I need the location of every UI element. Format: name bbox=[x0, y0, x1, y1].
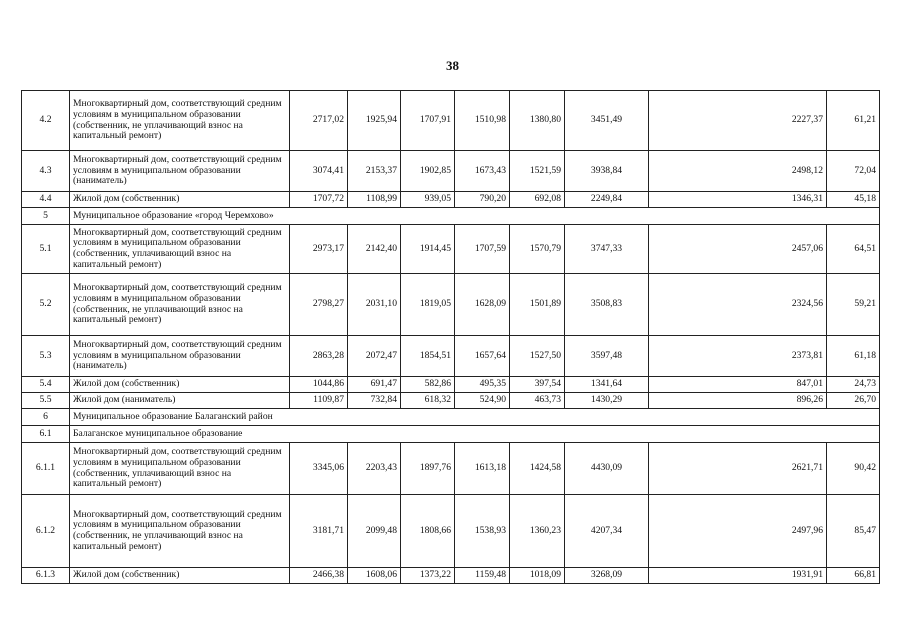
value-cell-7: 2227,37 bbox=[649, 91, 827, 151]
section-row bbox=[22, 409, 880, 426]
row-description: Многоквартирный дом, соответствующий средним условиям в муниципальном образовании (наниматель) bbox=[70, 336, 290, 377]
row-number: 6 bbox=[22, 409, 70, 426]
value-cell-7: 2373,81 bbox=[649, 336, 827, 377]
value-cell-3: 1373,22 bbox=[401, 568, 455, 584]
value-cell-6: 4430,09 bbox=[565, 443, 649, 495]
value-cell-1: 2973,17 bbox=[290, 225, 348, 274]
value-cell-7: 896,26 bbox=[649, 393, 827, 409]
row-number: 6.1.1 bbox=[22, 443, 70, 495]
value-cell-5: 1424,58 bbox=[510, 443, 565, 495]
value-cell-4: 1538,93 bbox=[455, 495, 510, 568]
tariff-table bbox=[21, 90, 880, 584]
value-cell-8: 66,81 bbox=[827, 568, 880, 584]
value-cell-3: 1854,51 bbox=[401, 336, 455, 377]
value-cell-8: 61,21 bbox=[827, 91, 880, 151]
table-row bbox=[22, 225, 880, 274]
value-cell-8: 85,47 bbox=[827, 495, 880, 568]
value-cell-4: 1628,09 bbox=[455, 274, 510, 336]
value-cell-3: 1914,45 bbox=[401, 225, 455, 274]
value-cell-2: 1925,94 bbox=[348, 91, 401, 151]
row-number: 6.1 bbox=[22, 426, 70, 443]
row-description: Многоквартирный дом, соответствующий средним условиям в муниципальном образовании (собственник, не уплачивающий взнос на капитальный ремонт) bbox=[70, 91, 290, 151]
value-cell-7: 2457,06 bbox=[649, 225, 827, 274]
value-cell-5: 1570,79 bbox=[510, 225, 565, 274]
value-cell-2: 2031,10 bbox=[348, 274, 401, 336]
value-cell-8: 45,18 bbox=[827, 192, 880, 208]
value-cell-6: 3938,84 bbox=[565, 151, 649, 192]
table-row bbox=[22, 393, 880, 409]
value-cell-5: 1501,89 bbox=[510, 274, 565, 336]
value-cell-6: 3747,33 bbox=[565, 225, 649, 274]
value-cell-6: 4207,34 bbox=[565, 495, 649, 568]
row-description: Многоквартирный дом, соответствующий средним условиям в муниципальном образовании (собственник, уплачивающий взнос на капитальный ремонт) bbox=[70, 225, 290, 274]
value-cell-7: 1346,31 bbox=[649, 192, 827, 208]
value-cell-3: 582,86 bbox=[401, 377, 455, 393]
value-cell-1: 3181,71 bbox=[290, 495, 348, 568]
value-cell-8: 59,21 bbox=[827, 274, 880, 336]
value-cell-2: 2072,47 bbox=[348, 336, 401, 377]
value-cell-8: 72,04 bbox=[827, 151, 880, 192]
row-description: Многоквартирный дом, соответствующий средним условиям в муниципальном образовании (наниматель) bbox=[70, 151, 290, 192]
value-cell-4: 790,20 bbox=[455, 192, 510, 208]
value-cell-2: 2099,48 bbox=[348, 495, 401, 568]
value-cell-6: 2249,84 bbox=[565, 192, 649, 208]
value-cell-6: 3451,49 bbox=[565, 91, 649, 151]
value-cell-7: 1931,91 bbox=[649, 568, 827, 584]
value-cell-4: 1159,48 bbox=[455, 568, 510, 584]
value-cell-4: 1673,43 bbox=[455, 151, 510, 192]
table-row bbox=[22, 151, 880, 192]
value-cell-7: 847,01 bbox=[649, 377, 827, 393]
value-cell-4: 524,90 bbox=[455, 393, 510, 409]
value-cell-3: 1819,05 bbox=[401, 274, 455, 336]
table-row bbox=[22, 495, 880, 568]
value-cell-5: 1527,50 bbox=[510, 336, 565, 377]
value-cell-5: 1360,23 bbox=[510, 495, 565, 568]
value-cell-2: 2153,37 bbox=[348, 151, 401, 192]
value-cell-2: 2203,43 bbox=[348, 443, 401, 495]
row-number: 5.1 bbox=[22, 225, 70, 274]
row-description: Жилой дом (собственник) bbox=[70, 568, 290, 584]
row-number: 4.2 bbox=[22, 91, 70, 151]
value-cell-2: 732,84 bbox=[348, 393, 401, 409]
row-number: 5.5 bbox=[22, 393, 70, 409]
value-cell-1: 1044,86 bbox=[290, 377, 348, 393]
value-cell-6: 1341,64 bbox=[565, 377, 649, 393]
value-cell-6: 3597,48 bbox=[565, 336, 649, 377]
value-cell-8: 61,18 bbox=[827, 336, 880, 377]
value-cell-3: 1808,66 bbox=[401, 495, 455, 568]
value-cell-2: 1108,99 bbox=[348, 192, 401, 208]
row-number: 5.4 bbox=[22, 377, 70, 393]
value-cell-4: 1657,64 bbox=[455, 336, 510, 377]
value-cell-1: 2863,28 bbox=[290, 336, 348, 377]
value-cell-2: 691,47 bbox=[348, 377, 401, 393]
value-cell-3: 1897,76 bbox=[401, 443, 455, 495]
value-cell-4: 495,35 bbox=[455, 377, 510, 393]
value-cell-8: 26,70 bbox=[827, 393, 880, 409]
row-description: Жилой дом (наниматель) bbox=[70, 393, 290, 409]
section-title: Муниципальное образование «город Черемхово» bbox=[70, 208, 880, 225]
row-description: Жилой дом (собственник) bbox=[70, 377, 290, 393]
row-number: 5.2 bbox=[22, 274, 70, 336]
value-cell-8: 90,42 bbox=[827, 443, 880, 495]
value-cell-5: 1018,09 bbox=[510, 568, 565, 584]
table-row bbox=[22, 377, 880, 393]
value-cell-4: 1613,18 bbox=[455, 443, 510, 495]
value-cell-1: 3074,41 bbox=[290, 151, 348, 192]
table-row bbox=[22, 568, 880, 584]
row-number: 4.3 bbox=[22, 151, 70, 192]
table-row bbox=[22, 192, 880, 208]
value-cell-5: 1521,59 bbox=[510, 151, 565, 192]
value-cell-5: 692,08 bbox=[510, 192, 565, 208]
value-cell-5: 397,54 bbox=[510, 377, 565, 393]
value-cell-6: 3268,09 bbox=[565, 568, 649, 584]
value-cell-1: 2717,02 bbox=[290, 91, 348, 151]
value-cell-7: 2324,56 bbox=[649, 274, 827, 336]
row-description: Многоквартирный дом, соответствующий средним условиям в муниципальном образовании (собственник, уплачивающий взнос на капитальный ремонт) bbox=[70, 443, 290, 495]
row-description: Многоквартирный дом, соответствующий средним условиям в муниципальном образовании (собственник, не уплачивающий взнос на капитальный ремонт) bbox=[70, 495, 290, 568]
value-cell-8: 64,51 bbox=[827, 225, 880, 274]
value-cell-1: 1707,72 bbox=[290, 192, 348, 208]
value-cell-7: 2497,96 bbox=[649, 495, 827, 568]
value-cell-3: 1902,85 bbox=[401, 151, 455, 192]
page-number: 38 bbox=[446, 58, 459, 73]
value-cell-6: 3508,83 bbox=[565, 274, 649, 336]
table-row bbox=[22, 274, 880, 336]
table-row bbox=[22, 443, 880, 495]
value-cell-3: 1707,91 bbox=[401, 91, 455, 151]
row-number: 5 bbox=[22, 208, 70, 225]
value-cell-5: 1380,80 bbox=[510, 91, 565, 151]
value-cell-1: 2798,27 bbox=[290, 274, 348, 336]
row-description: Многоквартирный дом, соответствующий средним условиям в муниципальном образовании (собственник, не уплачивающий взнос на капитальный ремонт) bbox=[70, 274, 290, 336]
value-cell-8: 24,73 bbox=[827, 377, 880, 393]
value-cell-1: 3345,06 bbox=[290, 443, 348, 495]
section-row bbox=[22, 426, 880, 443]
value-cell-6: 1430,29 bbox=[565, 393, 649, 409]
value-cell-1: 2466,38 bbox=[290, 568, 348, 584]
row-number: 6.1.3 bbox=[22, 568, 70, 584]
value-cell-4: 1707,59 bbox=[455, 225, 510, 274]
row-number: 4.4 bbox=[22, 192, 70, 208]
section-title: Муниципальное образование Балаганский район bbox=[70, 409, 880, 426]
value-cell-2: 1608,06 bbox=[348, 568, 401, 584]
section-row bbox=[22, 208, 880, 225]
value-cell-7: 2621,71 bbox=[649, 443, 827, 495]
value-cell-3: 618,32 bbox=[401, 393, 455, 409]
value-cell-5: 463,73 bbox=[510, 393, 565, 409]
row-description: Жилой дом (собственник) bbox=[70, 192, 290, 208]
table-row bbox=[22, 91, 880, 151]
row-number: 5.3 bbox=[22, 336, 70, 377]
value-cell-2: 2142,40 bbox=[348, 225, 401, 274]
value-cell-7: 2498,12 bbox=[649, 151, 827, 192]
section-title: Балаганское муниципальное образование bbox=[70, 426, 880, 443]
value-cell-1: 1109,87 bbox=[290, 393, 348, 409]
value-cell-4: 1510,98 bbox=[455, 91, 510, 151]
value-cell-3: 939,05 bbox=[401, 192, 455, 208]
row-number: 6.1.2 bbox=[22, 495, 70, 568]
table-row bbox=[22, 336, 880, 377]
